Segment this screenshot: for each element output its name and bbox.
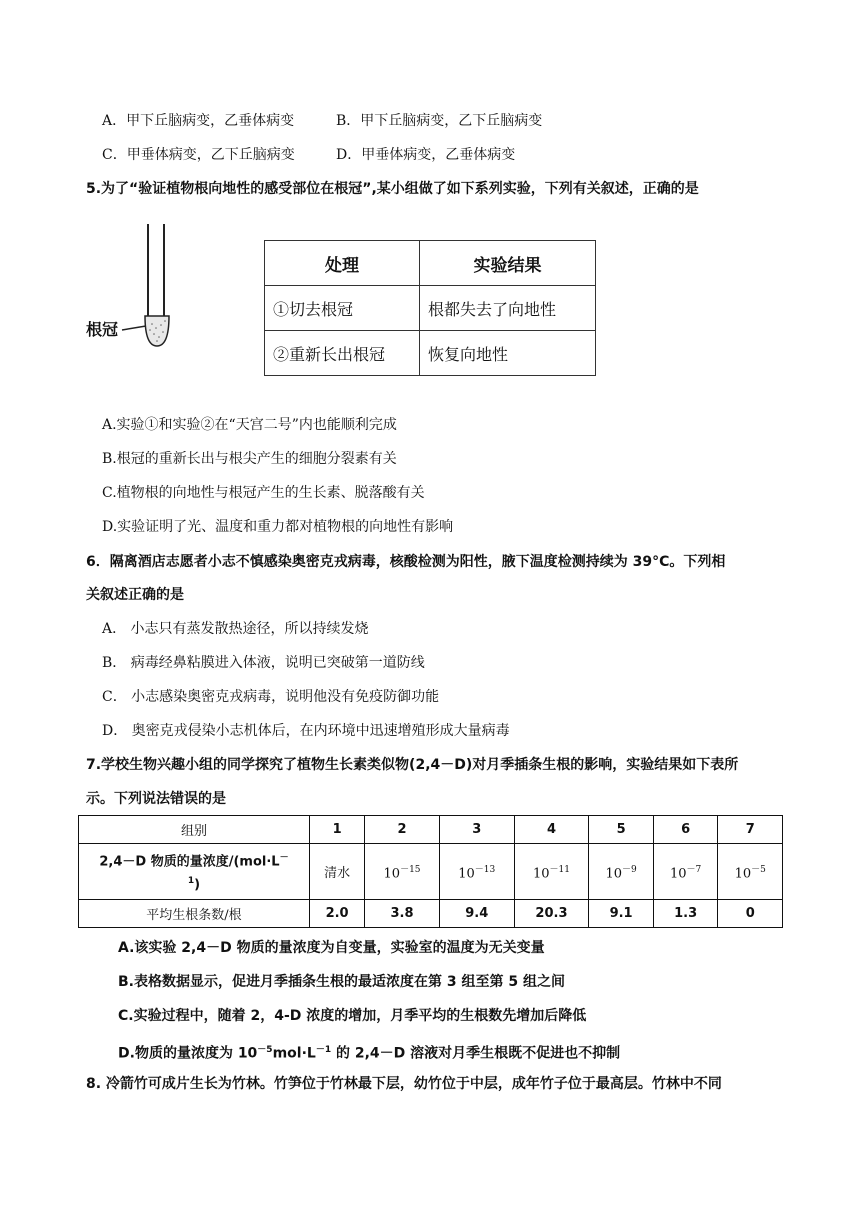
q7-group-6: 6 (653, 816, 718, 844)
q7-roots-5: 9.1 (589, 900, 654, 928)
q4-option-d: D．甲垂体病变，乙垂体病变 (336, 147, 516, 163)
q5-table-cell: 恢复向地性 (420, 331, 596, 376)
q7-roots-2: 3.8 (365, 900, 440, 928)
label-pointer (122, 326, 146, 330)
q7-group-3: 3 (439, 816, 514, 844)
q7-group-5: 5 (589, 816, 654, 844)
q6-stem-line2: 关叙述正确的是 (86, 587, 184, 603)
q6-option-a: A． 小志只有蒸发散热途径，所以持续发烧 (102, 621, 369, 637)
q6-stem-line1: 6．隔离酒店志愿者小志不慎感染奥密克戎病毒，核酸检测为阳性，腋下温度检测持续为 39°C。下列相 (86, 554, 726, 570)
q5-option-b: B.根冠的重新长出与根尖产生的细胞分裂素有关 (102, 451, 397, 467)
q4-option-c: C．甲垂体病变，乙下丘脑病变 (102, 147, 295, 163)
q7-roots-3: 9.4 (439, 900, 514, 928)
q7-concentration-2: $10^{-15}$ (365, 844, 440, 900)
q7-table-label-group: 组别 (79, 816, 310, 844)
q7-concentration-1: 清水 (310, 844, 365, 900)
q5-table (264, 240, 596, 376)
q5-stem: 5.为了“验证植物根向地性的感受部位在根冠”,某小组做了如下系列实验，下列有关叙述，正确的是 (86, 181, 699, 197)
q7-group-7: 7 (718, 816, 783, 844)
q5-table-cell: 根都失去了向地性 (420, 286, 596, 331)
q7-table-label-concentration: 2,4－D 物质的量浓度/(mol·L－ $^1$) (79, 844, 310, 900)
q5-table-cell: ①切去根冠 (265, 286, 420, 331)
q6-option-d: D． 奥密克戎侵染小志机体后，在内环境中迅速增殖形成大量病毒 (102, 723, 510, 739)
q4-option-a: A．甲下丘脑病变，乙垂体病变 (102, 113, 295, 129)
q5-option-c: C.植物根的向地性与根冠产生的生长素、脱落酸有关 (102, 485, 425, 501)
q5-table-header-result: 实验结果 (420, 241, 596, 286)
q7-concentration-6: $10^{-7}$ (653, 844, 718, 900)
q7-table (78, 815, 783, 928)
q7-group-2: 2 (365, 816, 440, 844)
q7-group-4: 4 (514, 816, 589, 844)
q6-option-b: B． 病毒经鼻粘膜进入体液，说明已突破第一道防线 (102, 655, 425, 671)
q7-group-1: 1 (310, 816, 365, 844)
q7-option-d: D.物质的量浓度为 $10^{-5}mol\cdot L^{-1}$ 的 2,4－D 溶液对月季生根既不促进也不抑制 (118, 1045, 621, 1062)
q4-option-b: B．甲下丘脑病变，乙下丘脑病变 (336, 113, 543, 129)
q5-table-header-treatment: 处理 (265, 241, 420, 286)
q6-option-c: C． 小志感染奥密克戎病毒，说明他没有免疫防御功能 (102, 689, 440, 705)
figure-label-root-cap: 根冠 (86, 320, 119, 339)
q8-stem: 8. 冷箭竹可成片生长为竹林。竹笋位于竹林最下层，幼竹位于中层，成年竹子位于最高层。竹林中不同 (86, 1076, 722, 1092)
q5-table-cell: ②重新长出根冠 (265, 331, 420, 376)
q7-concentration-3: $10^{-13}$ (439, 844, 514, 900)
q7-stem-line1: 7.学校生物兴趣小组的同学探究了植物生长素类似物(2,4－D)对月季插条生根的影响，实验结果如下表所 (86, 757, 739, 773)
q7-stem-line2: 示。下列说法错误的是 (86, 791, 226, 807)
q7-concentration-5: $10^{-9}$ (589, 844, 654, 900)
q5-option-a: A.实验①和实验②在“天宫二号”内也能顺利完成 (102, 417, 397, 433)
q7-roots-6: 1.3 (653, 900, 718, 928)
q7-option-c: C.实验过程中，随着 2，4-D 浓度的增加，月季平均的生根数先增加后降低 (118, 1008, 587, 1024)
q7-concentration-4: $10^{-11}$ (514, 844, 589, 900)
q7-roots-1: 2.0 (310, 900, 365, 928)
q5-option-d: D.实验证明了光、温度和重力都对植物根的向地性有影响 (102, 519, 454, 535)
q7-concentration-7: $10^{-5}$ (718, 844, 783, 900)
q7-roots-4: 20.3 (514, 900, 589, 928)
q7-option-a: A.该实验 2,4－D 物质的量浓度为自变量，实验室的温度为无关变量 (118, 940, 545, 956)
q7-table-label-roots: 平均生根条数/根 (79, 900, 310, 928)
q7-roots-7: 0 (718, 900, 783, 928)
q7-option-b: B.表格数据显示，促进月季插条生根的最适浓度在第 3 组至第 5 组之间 (118, 974, 565, 990)
